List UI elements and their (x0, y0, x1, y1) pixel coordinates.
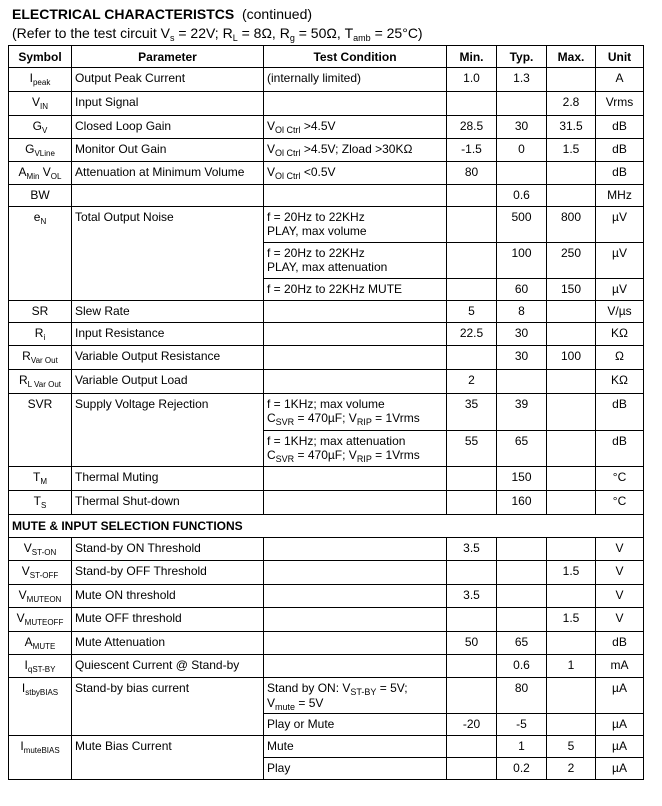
max-cell (547, 678, 596, 714)
typ-cell (497, 92, 547, 116)
header-max: Max. (547, 46, 596, 68)
typ-cell (497, 538, 547, 561)
symbol-cell: $V_{MUTEON}$ (9, 585, 72, 608)
condition-cell: Stand by ON: $V_{ST-BY} = 5V$; $V_{mute} = 5V$ (264, 678, 447, 714)
condition-cell (264, 491, 447, 515)
typ-cell: 30 (497, 346, 547, 370)
min-cell: 50 (447, 632, 497, 655)
title-suffix: (continued) (241, 6, 313, 22)
max-cell (547, 431, 596, 467)
typ-cell (497, 561, 547, 585)
condition-cell: (internally limited) (264, 68, 447, 92)
table-row (9, 561, 644, 585)
condition-cell: f = 1KHz; max attenuation $C_{SVR} = 470\mu F$; $V_{RIP}$ = 1Vrms (264, 431, 447, 467)
parameter-cell: Input Signal (72, 92, 264, 116)
min-cell (447, 243, 497, 279)
unit-cell: V (596, 538, 644, 561)
typ-cell: 1 (497, 736, 547, 758)
header-row (9, 46, 644, 68)
parameter-cell: Mute ON threshold (72, 585, 264, 608)
max-cell (547, 467, 596, 491)
symbol-cell: $V_{ST-OFF}$ (9, 561, 72, 585)
unit-cell: dB (596, 632, 644, 655)
title-text: ELECTRICAL CHARACTERISTCS (12, 6, 235, 22)
unit-cell: V/µs (596, 301, 644, 323)
condition-cell: f = 20Hz to 22KHz PLAY, max volume (264, 207, 447, 243)
max-cell (547, 538, 596, 561)
unit-cell: Vrms (596, 92, 644, 116)
table-row (9, 608, 644, 632)
max-cell: 1.5 (547, 608, 596, 632)
typ-cell: 65 (497, 632, 547, 655)
unit-cell: µA (596, 678, 644, 714)
condition-cell (264, 585, 447, 608)
table-row (9, 301, 644, 323)
symbol-cell: SR (9, 301, 72, 323)
min-cell (447, 207, 497, 243)
min-cell: 80 (447, 162, 497, 185)
max-cell: 100 (547, 346, 596, 370)
parameter-cell: Mute OFF threshold (72, 608, 264, 632)
table-row (9, 632, 644, 655)
unit-cell: A (596, 68, 644, 92)
min-cell (447, 279, 497, 301)
condition-cell (264, 346, 447, 370)
unit-cell: Ω (596, 346, 644, 370)
min-cell (447, 655, 497, 678)
condition-cell (264, 92, 447, 116)
min-cell (447, 758, 497, 780)
max-cell: 2 (547, 758, 596, 780)
symbol-cell: $G_{VLine}$ (9, 139, 72, 162)
unit-cell: dB (596, 116, 644, 139)
min-cell (447, 346, 497, 370)
typ-cell: 39 (497, 394, 547, 431)
max-cell: 1 (547, 655, 596, 678)
max-cell (547, 162, 596, 185)
table-row (9, 185, 644, 207)
table-row (9, 585, 644, 608)
parameter-cell: Attenuation at Minimum Volume (72, 162, 264, 185)
symbol-cell: $V_{IN}$ (9, 92, 72, 116)
symbol-cell: $R_{L Var Out}$ (9, 370, 72, 394)
unit-cell: V (596, 608, 644, 632)
condition-cell (264, 467, 447, 491)
header-symbol: Symbol (9, 46, 72, 68)
typ-cell: 150 (497, 467, 547, 491)
symbol-cell: $e_N$ (9, 207, 72, 301)
parameter-cell: Input Resistance (72, 323, 264, 346)
unit-cell: V (596, 585, 644, 608)
min-cell (447, 467, 497, 491)
parameter-cell: Quiescent Current @ Stand-by (72, 655, 264, 678)
symbol-cell: SVR (9, 394, 72, 467)
condition-cell: Mute (264, 736, 447, 758)
max-cell: 1.5 (547, 561, 596, 585)
condition-cell: f = 20Hz to 22KHz MUTE (264, 279, 447, 301)
unit-cell: KΩ (596, 370, 644, 394)
min-cell: 3.5 (447, 585, 497, 608)
parameter-cell: Mute Bias Current (72, 736, 264, 780)
typ-cell: 30 (497, 323, 547, 346)
header-parameter: Parameter (72, 46, 264, 68)
typ-cell: 0.2 (497, 758, 547, 780)
typ-cell (497, 585, 547, 608)
condition-cell: $V_{Ol Ctrl} <0.5V$ (264, 162, 447, 185)
unit-cell: µA (596, 758, 644, 780)
max-cell (547, 323, 596, 346)
table-row (9, 92, 644, 116)
symbol-cell: $I_{peak}$ (9, 68, 72, 92)
parameter-cell: Supply Voltage Rejection (72, 394, 264, 467)
section-header-row (9, 515, 644, 538)
parameter-cell: Closed Loop Gain (72, 116, 264, 139)
condition-cell: f = 20Hz to 22KHz PLAY, max attenuation (264, 243, 447, 279)
max-cell: 150 (547, 279, 596, 301)
symbol-cell: $G_V$ (9, 116, 72, 139)
typ-cell: 0 (497, 139, 547, 162)
parameter-cell: Thermal Muting (72, 467, 264, 491)
table-row (9, 736, 644, 758)
unit-cell: dB (596, 394, 644, 431)
table-row (9, 323, 644, 346)
min-cell: 2 (447, 370, 497, 394)
header-min: Min. (447, 46, 497, 68)
table-row (9, 538, 644, 561)
unit-cell: mA (596, 655, 644, 678)
min-cell: 55 (447, 431, 497, 467)
min-cell (447, 736, 497, 758)
max-cell: 800 (547, 207, 596, 243)
header-test-condition: Test Condition (264, 46, 447, 68)
condition-cell (264, 655, 447, 678)
parameter-cell: Monitor Out Gain (72, 139, 264, 162)
typ-cell: 8 (497, 301, 547, 323)
typ-cell: 0.6 (497, 655, 547, 678)
max-cell (547, 370, 596, 394)
min-cell: 22.5 (447, 323, 497, 346)
typ-cell: 1.3 (497, 68, 547, 92)
max-cell: 1.5 (547, 139, 596, 162)
min-cell: 35 (447, 394, 497, 431)
min-cell (447, 678, 497, 714)
unit-cell: µA (596, 736, 644, 758)
unit-cell: dB (596, 139, 644, 162)
condition-cell (264, 323, 447, 346)
min-cell (447, 608, 497, 632)
condition-cell (264, 185, 447, 207)
unit-cell: µA (596, 714, 644, 736)
table-row (9, 346, 644, 370)
table-row (9, 394, 644, 431)
parameter-cell: Stand-by ON Threshold (72, 538, 264, 561)
unit-cell: MHz (596, 185, 644, 207)
typ-cell (497, 608, 547, 632)
table-row (9, 491, 644, 515)
max-cell (547, 185, 596, 207)
max-cell (547, 714, 596, 736)
condition-cell: Play or Mute (264, 714, 447, 736)
unit-cell: dB (596, 431, 644, 467)
max-cell (547, 491, 596, 515)
table-row (9, 678, 644, 714)
symbol-cell: $V_{ST-ON}$ (9, 538, 72, 561)
condition-cell (264, 608, 447, 632)
symbol-cell: $T_S$ (9, 491, 72, 515)
symbol-cell: $I_{qST-BY}$ (9, 655, 72, 678)
condition-cell: $V_{Ol Ctrl} >4.5V$; Zload >30KΩ (264, 139, 447, 162)
table-row (9, 655, 644, 678)
min-cell: 28.5 (447, 116, 497, 139)
symbol-cell: $A_{Min}$ $V_{OL}$ (9, 162, 72, 185)
header-typ: Typ. (497, 46, 547, 68)
parameter-cell: Slew Rate (72, 301, 264, 323)
unit-cell: KΩ (596, 323, 644, 346)
section-title: MUTE & INPUT SELECTION FUNCTIONS (9, 515, 644, 538)
max-cell (547, 394, 596, 431)
unit-cell: °C (596, 491, 644, 515)
unit-cell: dB (596, 162, 644, 185)
symbol-cell: $I_{stbyBIAS}$ (9, 678, 72, 736)
min-cell (447, 92, 497, 116)
typ-cell: 160 (497, 491, 547, 515)
symbol-cell: $R_{Var Out}$ (9, 346, 72, 370)
max-cell (547, 632, 596, 655)
table-row (9, 467, 644, 491)
unit-cell: µV (596, 279, 644, 301)
header-unit: Unit (596, 46, 644, 68)
unit-cell: °C (596, 467, 644, 491)
parameter-cell: Stand-by OFF Threshold (72, 561, 264, 585)
table-row (9, 116, 644, 139)
max-cell: 5 (547, 736, 596, 758)
symbol-cell: $T_M$ (9, 467, 72, 491)
typ-cell (497, 162, 547, 185)
symbol-cell: BW (9, 185, 72, 207)
table-row (9, 370, 644, 394)
min-cell: -20 (447, 714, 497, 736)
typ-cell (497, 370, 547, 394)
condition-cell: Play (264, 758, 447, 780)
min-cell: -1.5 (447, 139, 497, 162)
symbol-cell: $A_{MUTE}$ (9, 632, 72, 655)
typ-cell: 0.6 (497, 185, 547, 207)
condition-cell (264, 632, 447, 655)
parameter-cell: Stand-by bias current (72, 678, 264, 736)
symbol-cell: $R_i$ (9, 323, 72, 346)
table-row (9, 139, 644, 162)
min-cell: 5 (447, 301, 497, 323)
min-cell (447, 561, 497, 585)
min-cell: 1.0 (447, 68, 497, 92)
condition-cell (264, 301, 447, 323)
symbol-cell: $I_{muteBIAS}$ (9, 736, 72, 780)
test-conditions-note: (Refer to the test circuit $V_s = 22V$; $R_L = 8\Omega$, $R_g = 50\Omega$, $T_{amb} = 25^\circ C$) (12, 25, 423, 43)
typ-cell: 60 (497, 279, 547, 301)
unit-cell: µV (596, 207, 644, 243)
condition-cell (264, 370, 447, 394)
typ-cell: 80 (497, 678, 547, 714)
table-title (12, 6, 312, 23)
table-row (9, 68, 644, 92)
electrical-characteristics-table (8, 45, 644, 780)
max-cell (547, 585, 596, 608)
parameter-cell: Total Output Noise (72, 207, 264, 301)
typ-cell: -5 (497, 714, 547, 736)
parameter-cell (72, 185, 264, 207)
max-cell: 2.8 (547, 92, 596, 116)
parameter-cell: Variable Output Load (72, 370, 264, 394)
max-cell (547, 301, 596, 323)
min-cell (447, 491, 497, 515)
typ-cell: 500 (497, 207, 547, 243)
max-cell (547, 68, 596, 92)
unit-cell: µV (596, 243, 644, 279)
table-row (9, 207, 644, 243)
condition-cell: $V_{Ol Ctrl} >4.5V$ (264, 116, 447, 139)
parameter-cell: Thermal Shut-down (72, 491, 264, 515)
typ-cell: 65 (497, 431, 547, 467)
symbol-cell: $V_{MUTEOFF}$ (9, 608, 72, 632)
max-cell: 31.5 (547, 116, 596, 139)
condition-cell (264, 538, 447, 561)
condition-cell: f = 1KHz; max volume $C_{SVR} = 470\mu F$; $V_{RIP}$ = 1Vrms (264, 394, 447, 431)
min-cell (447, 185, 497, 207)
typ-cell: 100 (497, 243, 547, 279)
min-cell: 3.5 (447, 538, 497, 561)
typ-cell: 30 (497, 116, 547, 139)
max-cell: 250 (547, 243, 596, 279)
parameter-cell: Variable Output Resistance (72, 346, 264, 370)
parameter-cell: Output Peak Current (72, 68, 264, 92)
table-row (9, 162, 644, 185)
unit-cell: V (596, 561, 644, 585)
condition-cell (264, 561, 447, 585)
parameter-cell: Mute Attenuation (72, 632, 264, 655)
